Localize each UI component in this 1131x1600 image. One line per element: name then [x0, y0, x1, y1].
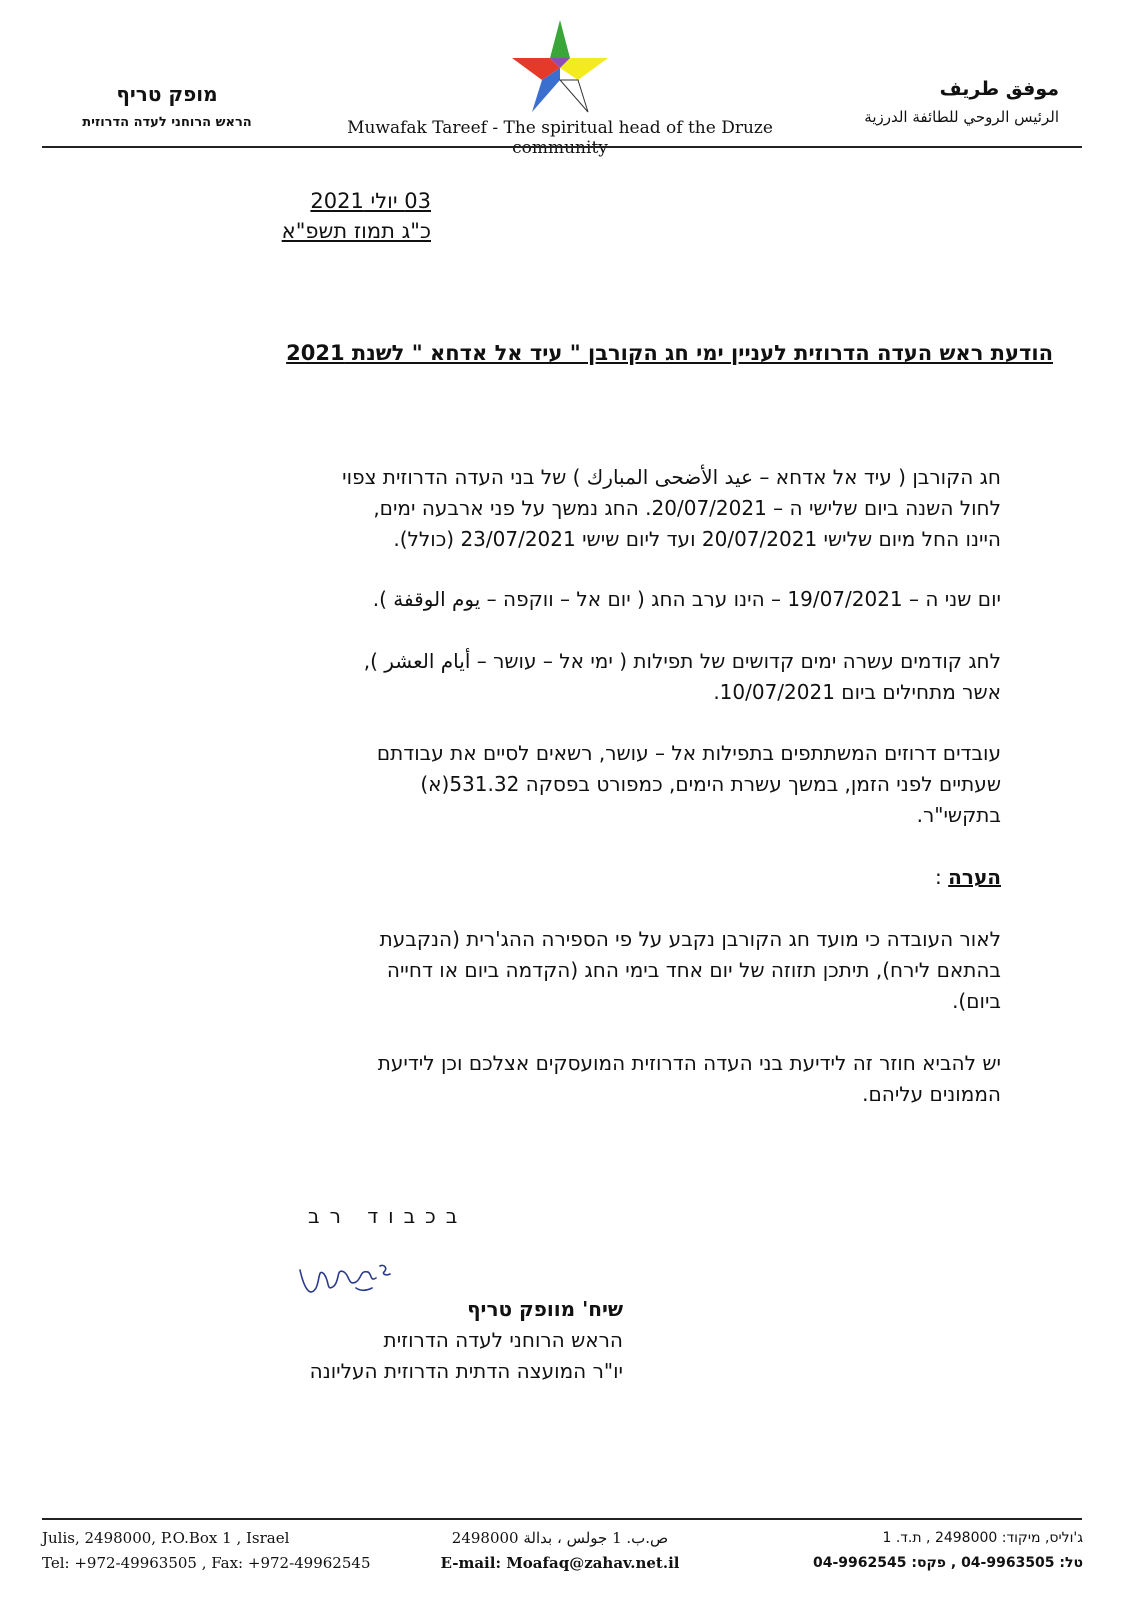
notice-title: הודעת ראש העדה הדרוזית לעניין ימי חג הקורבן " עיד אל אדחא " לשנת 2021	[286, 341, 1053, 365]
footer-center	[430, 1526, 690, 1576]
hebrew-subtitle: הראש הרוחני לעדה הדרוזית	[82, 115, 252, 130]
paragraph-holiday-dates	[121, 462, 1001, 555]
hebrew-name: מופק טריף	[116, 82, 218, 106]
footer-en-address: Julis, 2498000, P.O.Box 1 , Israel	[42, 1529, 290, 1547]
hebrew-date: כ"ג תמוז תשפ"א	[281, 219, 431, 243]
body-line: אשר מתחילים ביום 10/07/2021.	[713, 680, 1001, 704]
body-line: שעתיים לפני הזמן, במשך עשרת הימים, כמפורט בפסקה 531.32(א)	[420, 772, 1001, 796]
paragraph-prayer-days	[121, 646, 1001, 708]
note-label: הערה	[948, 865, 1001, 889]
paragraph-eve	[121, 584, 1001, 615]
druze-star-logo	[510, 18, 610, 114]
letterhead-arabic	[799, 78, 1059, 126]
body-line: עובדים דרוזים המשתתפים בתפילות אל – עושר, רשאים לסיים את עבודתם	[376, 741, 1001, 765]
body-line: הממונים עליהם.	[862, 1082, 1001, 1106]
closing-regards: בכבוד רב	[308, 1204, 468, 1228]
body-line: בתקשי"ר.	[916, 803, 1001, 827]
arabic-name: موفق طريف	[939, 78, 1059, 100]
footer-ar-address: ص.ب. 1 جولس ، بدالة 2498000	[451, 1529, 669, 1547]
footer-english	[42, 1526, 370, 1576]
footer-he-address: ג'וליס, מיקוד: 2498000 , ת.ד. 1	[882, 1530, 1083, 1546]
body-line: בהתאם לירח), תיתכן תזוזה של יום אחד בימי החג (הקדמה ביום או דחייה	[386, 958, 1001, 982]
body-line: לאור העובדה כי מועד חג הקורבן נקבע על פי הספירה ההג'רית (הנקבעת	[379, 927, 1001, 951]
letterhead-hebrew	[44, 82, 290, 130]
body-line: היינו החל מיום שלישי 20/07/2021 ועד ליום שישי 23/07/2021 (כולל).	[393, 527, 1001, 551]
paragraph-distribution	[121, 1048, 1001, 1110]
date-block	[282, 186, 431, 246]
footer-hebrew	[763, 1526, 1083, 1576]
body-line: ביום).	[952, 989, 1001, 1013]
header-divider	[42, 146, 1082, 148]
note-colon: :	[935, 865, 949, 889]
arabic-subtitle: الرئيس الروحي للطائفة الدرزية	[864, 108, 1059, 126]
paragraph-note	[121, 924, 1001, 1017]
body-line: לחול השנה ביום שלישי ה – 20/07/2021. החג נמשך על פני ארבעה ימים,	[373, 496, 1001, 520]
signer-role-council: יו"ר המועצה הדתית הדרוזית העליונה	[309, 1359, 623, 1383]
body-line: יום שני ה – 19/07/2021 – הינו ערב החג ( יום אל – ווקפה – يوم الوقفة ).	[372, 587, 1001, 611]
body-line: לחג קודמים עשרה ימים קדושים של תפילות ( ימי אל – עושר – أيام العشر ),	[363, 649, 1001, 673]
paragraph-workers	[121, 738, 1001, 831]
note-heading	[121, 862, 1001, 893]
signer-name: שיח' מוופק טריף	[467, 1297, 623, 1321]
footer-email: E-mail: Moafaq@zahav.net.il	[440, 1554, 680, 1572]
signer-role: הראש הרוחני לעדה הדרוזית	[383, 1328, 623, 1352]
footer-he-phone: טל: 04-9963505 , פקס: 04-9962545	[813, 1555, 1083, 1571]
english-line: Muwafak Tareef - The spiritual head of the Druze community	[347, 118, 773, 158]
body-line: יש להביא חוזר זה לידיעת בני העדה הדרוזית המועסקים אצלכם וכן לידיעת	[377, 1051, 1001, 1075]
footer-en-phone: Tel: +972-49963505 , Fax: +972-49962545	[42, 1554, 371, 1572]
body-line: חג הקורבן ( עיד אל אדחא – عيد الأضحى المبارك ) של בני העדה הדרוזית צפוי	[342, 465, 1001, 489]
gregorian-date: 03 יולי 2021	[310, 189, 431, 213]
signer-block	[203, 1294, 623, 1387]
footer-divider	[42, 1518, 1082, 1520]
